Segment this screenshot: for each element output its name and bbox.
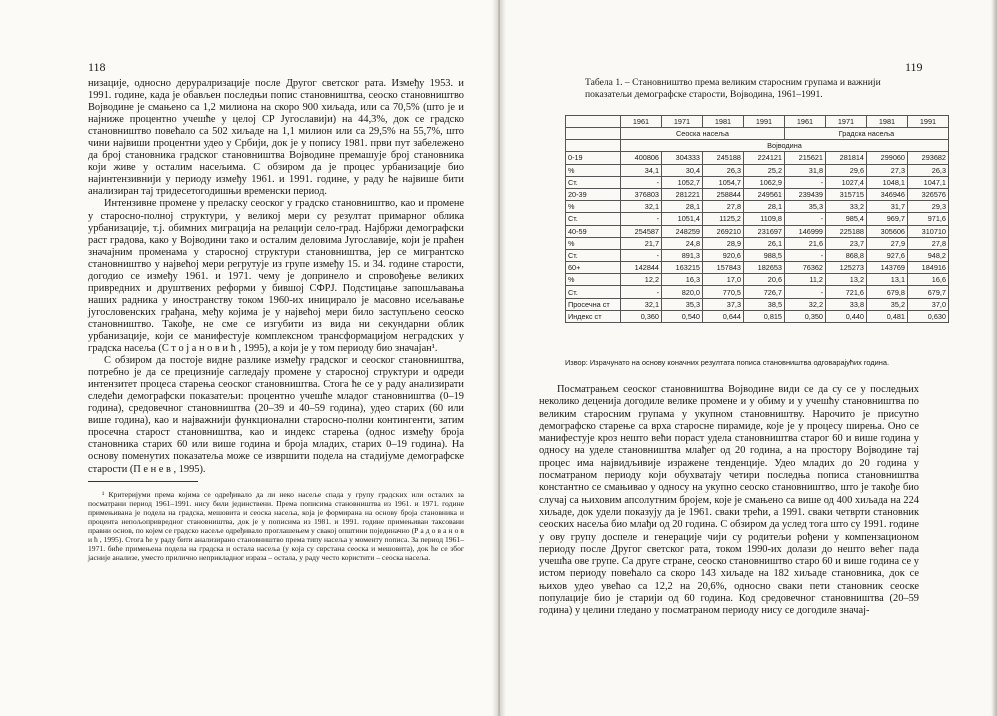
table-cell: 33,2 <box>826 201 867 213</box>
table-row <box>566 237 949 249</box>
table-row <box>566 188 949 200</box>
table-cell: 16,6 <box>908 274 949 286</box>
table-cell: 27,9 <box>867 237 908 249</box>
table-caption-text: Табела 1. – Становништво према великим старосним групама и важнији показатељи демографске старости, Војводина, 1961–1991. <box>585 77 881 100</box>
table-row <box>566 310 949 322</box>
table-cell: 1051,4 <box>662 213 703 225</box>
table-cell: 721,6 <box>826 286 867 298</box>
row-label: 60+ <box>566 262 621 274</box>
table-cell: 985,4 <box>826 213 867 225</box>
year-header: 1981 <box>703 116 744 128</box>
year-header: 1991 <box>908 116 949 128</box>
table-cell: 1109,8 <box>744 213 785 225</box>
table-cell: 293682 <box>908 152 949 164</box>
demographic-table <box>565 115 949 323</box>
table-cell: 125273 <box>826 262 867 274</box>
table-cell: - <box>621 249 662 261</box>
table-cell: 0,644 <box>703 310 744 322</box>
table-cell: 254587 <box>621 225 662 237</box>
year-header: 1961 <box>785 116 826 128</box>
table-cell: 770,5 <box>703 286 744 298</box>
table-row <box>566 213 949 225</box>
table-cell: 346946 <box>867 188 908 200</box>
table-cell: 0,350 <box>785 310 826 322</box>
year-header: 1961 <box>621 116 662 128</box>
table-caption <box>585 77 915 100</box>
group-header-urban: Градска насеља <box>785 128 949 140</box>
table-cell: 28,9 <box>703 237 744 249</box>
page-number-right: 119 <box>905 60 923 74</box>
table-cell: 21,6 <box>785 237 826 249</box>
table-row <box>566 152 949 164</box>
table-cell: 142844 <box>621 262 662 274</box>
table-cell: 1052,7 <box>662 176 703 188</box>
table-cell: 258844 <box>703 188 744 200</box>
table-row <box>566 176 949 188</box>
table-cell: 224121 <box>744 152 785 164</box>
table-cell: 969,7 <box>867 213 908 225</box>
table-row <box>566 249 949 261</box>
row-label: % <box>566 201 621 213</box>
page-number-left: 118 <box>88 60 106 74</box>
year-header: 1971 <box>826 116 867 128</box>
footnote-rule <box>88 481 198 482</box>
table-cell: 20,6 <box>744 274 785 286</box>
table-cell: - <box>621 176 662 188</box>
table-cell: 1047,1 <box>908 176 949 188</box>
row-label: Индекс ст <box>566 310 621 322</box>
table-cell: 28,1 <box>662 201 703 213</box>
table-cell: 0,360 <box>621 310 662 322</box>
table-cell: 988,5 <box>744 249 785 261</box>
table-cell: 281221 <box>662 188 703 200</box>
table-cell: 26,3 <box>908 164 949 176</box>
table-cell: 400806 <box>621 152 662 164</box>
table-cell: 971,6 <box>908 213 949 225</box>
table-cell: 35,3 <box>785 201 826 213</box>
table-row <box>566 262 949 274</box>
table-cell: 326576 <box>908 188 949 200</box>
table-cell: 27,8 <box>703 201 744 213</box>
table-cell: 245188 <box>703 152 744 164</box>
table-cell: 17,0 <box>703 274 744 286</box>
table-cell: 1054,7 <box>703 176 744 188</box>
table-cell: 32,2 <box>785 298 826 310</box>
table-cell: 13,2 <box>826 274 867 286</box>
table-cell: 32,1 <box>621 298 662 310</box>
table-cell: 29,6 <box>826 164 867 176</box>
row-label: 20-39 <box>566 188 621 200</box>
table-cell: 34,1 <box>621 164 662 176</box>
table-cell: 37,0 <box>908 298 949 310</box>
body-paragraph: низације, односно деруралризације после Другог светског рата. Између 1953. и 1991. године, када је обављен последњи попис становништва, сеоско становништво Војводине је смањено са 1,2 милиона на скоро 900 хиљада, или са 70,5% (што је и најниже процентно учешће у целој СР Југославији) на 44,3%, док се градско становништво повећало са 502 хиљаде на 1,1 милион или са 29,5% на 55,7%, што чини највиши процентни удео у Србији, док је у попису 1981. први пут забележено да број становника градског становништва Војводине премашује број становника који живе у осталим насељима. С обзиром да је процес урбанизације био најинтензивнији у периоду између 1961. и 1991. године, у раду ће највише бити анализиран тај тридесетогодишњи временски период. <box>88 78 464 198</box>
table-cell: 248259 <box>662 225 703 237</box>
table-cell: 27,8 <box>908 237 949 249</box>
table-cell: 920,6 <box>703 249 744 261</box>
table-cell: 1062,9 <box>744 176 785 188</box>
table-header-region <box>566 140 949 152</box>
row-label: Ст. <box>566 249 621 261</box>
table-cell: 33,8 <box>826 298 867 310</box>
row-label: % <box>566 274 621 286</box>
body-paragraph: Интензивне промене у преласку сеоског у градско становништво, као и промене у старосно-полној структури, у великој мери су резултат примарног облика урбанизације, т.ј. обимних миграција на релацији село-град. Најбржи демографски раст градова, како у Војводини тако и осталим деловима Југославије, који је праћен значајним променама у старосној структури становништва, јер се мигрантско становништво у највећој мери регрутује из групе између 15. и 34. године старости, догодио се између 1961. и 1971. чему је допринело и спровођење великих привредних и друштвених реформи у бившој СФРЈ. Подстицање запошљавања наших радника у иностранству током 1960-их иницирало је масовно исељавање југословенских грађана, међу којима је у највећој мери било заступљено сеоско становништво. Такође, не смe се изгубити из вида ни секундарни облик урбанизације, који се манифестује комплексном трансформацијом неградских у градска насеља (С т о ј а н о в и ћ , 1995), а који је у том периоду био значајан¹. <box>88 198 464 355</box>
left-body-text <box>88 78 464 562</box>
table-cell: 31,7 <box>867 201 908 213</box>
table-cell: 146999 <box>785 225 826 237</box>
table-cell: 948,2 <box>908 249 949 261</box>
table-header-groups <box>566 128 949 140</box>
body-paragraph: С обзиром да постоје видне разлике између градског и сеоског становништва, потребно је да се прецизније сагледају промене у старосној структури и одреди интензитет процеса старења сеоског становништва. Стога ће се у раду анализирати следећи демографски показатељи: процентно учешће младог становништва (0–19 година), средовечног становништва (20–39 и 40–59 година), удео старих (60 или више година), као и најважнији функционални старосно-полни контингенти, затим просечна старост становништва, као и индекс старења (однос између броја становника старих 60 или више година и броја младих, старих 0–19 година). На основу поменутих показатеља може се извршити подела на стадијуме демографске старости (П е н е в , 1995). <box>88 355 464 475</box>
table-cell: 35,3 <box>662 298 703 310</box>
table-cell: 26,3 <box>703 164 744 176</box>
table-cell: 24,8 <box>662 237 703 249</box>
table-cell: 891,3 <box>662 249 703 261</box>
table-cell: 1048,1 <box>867 176 908 188</box>
table-cell: - <box>785 176 826 188</box>
table-cell: 315715 <box>826 188 867 200</box>
left-page <box>0 0 498 716</box>
table-cell: 12,2 <box>621 274 662 286</box>
table-cell: 0,540 <box>662 310 703 322</box>
table-cell: 29,3 <box>908 201 949 213</box>
table-cell: 679,7 <box>908 286 949 298</box>
row-label: Ст. <box>566 286 621 298</box>
table-cell: 182653 <box>744 262 785 274</box>
table-cell: 25,2 <box>744 164 785 176</box>
table-cell: 0,630 <box>908 310 949 322</box>
table-cell: - <box>785 213 826 225</box>
table-cell: - <box>785 249 826 261</box>
table-row <box>566 274 949 286</box>
table-cell: 679,8 <box>867 286 908 298</box>
table-cell: 1027,4 <box>826 176 867 188</box>
table-cell: 16,3 <box>662 274 703 286</box>
region-header: Војводина <box>621 140 949 152</box>
table-cell: 76362 <box>785 262 826 274</box>
row-label: Ст. <box>566 213 621 225</box>
table-corner-cell <box>566 128 621 140</box>
table-cell: 28,1 <box>744 201 785 213</box>
row-label: % <box>566 164 621 176</box>
footnote-text: ¹ Критеријуми према којима се одређивало да ли неко насеље спада у групу градских или осталих за посматрани период 1961–1991. нису били јединствени. Према пописима становништва из 1961. и 1971. године примењивана је подела на градска, мешовита и сеоска насеља, која је формирана на основу броја становника и процента непољопривредног становништва, док је у пописима из 1981. и 1991. године примењиван таксовани правни основ, по којем се градско насеље одређивало проглашењем у свакој општини појединачно (Р а д о в а н о в и ћ , 1995). Стога ће у раду бити анализирано становништво према типу насеља у моменту пописа. За период 1961–1971. биће примењена подела на градска и остала насеља (у која су сврстана сеоска и мешовита), док ће се због јасније анализе, уместо прилично неприкладног израза – остала, у раду често користити – сеоска насеља. <box>88 489 464 562</box>
table-cell: - <box>621 213 662 225</box>
table-cell: 163215 <box>662 262 703 274</box>
row-label: % <box>566 237 621 249</box>
table-cell: 305606 <box>867 225 908 237</box>
table-cell: 0,815 <box>744 310 785 322</box>
table-cell: 310710 <box>908 225 949 237</box>
table-cell: 281814 <box>826 152 867 164</box>
table-cell: 21,7 <box>621 237 662 249</box>
footnote <box>88 490 464 562</box>
row-label: Ст. <box>566 176 621 188</box>
table-cell: 27,3 <box>867 164 908 176</box>
table-cell: 26,1 <box>744 237 785 249</box>
table-cell: 31,8 <box>785 164 826 176</box>
table-cell: 231697 <box>744 225 785 237</box>
table-cell: 35,2 <box>867 298 908 310</box>
table-row <box>566 298 949 310</box>
group-header-rural: Сеоска насеља <box>621 128 785 140</box>
table-cell: 1125,2 <box>703 213 744 225</box>
body-paragraph: Посматрањем сеоског становништва Војводине види се да су се у последњих неколико деценија догодиле велике промене и у обиму и у учешћу становништва по великим старосним групама у укупном становништву. Нарочито је присутно демографско старење са врха старосне пирамиде, које је у процесу ширења. Оно се манифестује кроз нешто већи пораст удела становништва старог 60 и више година у односу на уделе становништва млађег од 20 година, а на простору Војводине тај процес има највидљивије изражене тенденције. Удео младих до 20 година у посматраном периоду који обухватају четири последња пописа становништва константно се смањивао у односу на укупно сеоско становништво, што је такође био случај са њиховим апсолутним бројем, које је смањено са више од 400 хиљада на 224 хиљаде, док удели показују да је 1961. сваки трећи, а 1991. сваки четврти становник сеоских насеља био млађи од 20 година. С обзиром да услед тога што су 1991. године у ову групу доспеле и генерације чији су родитељи рођени у компензационом периоду после Другог светског рата, током 1990-их долази до нешто већег пада учешћа ове групе. Са друге стране, сеоско становништво старо 60 и више година се у истом периоду повећало са скоро 143 хиљаде на 182 хиљаде становника, док се њихов удео увећао са 12,2 на 20,6%, односно сваки пети становник сеоске популације био је старији од 60 година. Код средовечног становништва (20–59 година) у целини гледано у посматраном периоду нису се догодиле значај- <box>539 384 919 617</box>
table-cell: 820,0 <box>662 286 703 298</box>
table-cell: 32,1 <box>621 201 662 213</box>
table-cell: 269210 <box>703 225 744 237</box>
page-edge-shadow <box>991 0 997 716</box>
table-cell: 249561 <box>744 188 785 200</box>
right-body-text <box>539 384 919 618</box>
year-header: 1981 <box>867 116 908 128</box>
table-cell: 37,3 <box>703 298 744 310</box>
row-label: 40-59 <box>566 225 621 237</box>
table-header-years <box>566 116 949 128</box>
table-cell: 215621 <box>785 152 826 164</box>
table-row <box>566 225 949 237</box>
table-cell: 11,2 <box>785 274 826 286</box>
year-header: 1991 <box>744 116 785 128</box>
table-cell: - <box>785 286 826 298</box>
table-cell: 157843 <box>703 262 744 274</box>
table-row <box>566 164 949 176</box>
table-corner-cell <box>566 140 621 152</box>
table-corner-cell <box>566 116 621 128</box>
table-cell: 927,6 <box>867 249 908 261</box>
table-source-note: Извор: Израчунато на основу коначних резултата пописа становништва одговарајућих година. <box>565 358 890 367</box>
table-cell: 30,4 <box>662 164 703 176</box>
table-cell: - <box>621 286 662 298</box>
table-cell: 868,8 <box>826 249 867 261</box>
table-row <box>566 201 949 213</box>
table-cell: 239439 <box>785 188 826 200</box>
table-cell: 726,7 <box>744 286 785 298</box>
table-cell: 23,7 <box>826 237 867 249</box>
table-cell: 0,481 <box>867 310 908 322</box>
table-cell: 184916 <box>908 262 949 274</box>
table-cell: 38,5 <box>744 298 785 310</box>
table-wrapper <box>565 115 949 323</box>
row-label: Просечна ст <box>566 298 621 310</box>
table-cell: 13,1 <box>867 274 908 286</box>
table-cell: 376803 <box>621 188 662 200</box>
table-cell: 299060 <box>867 152 908 164</box>
row-label: 0-19 <box>566 152 621 164</box>
table-row <box>566 286 949 298</box>
book-gutter <box>492 0 506 716</box>
table-cell: 143769 <box>867 262 908 274</box>
table-cell: 304333 <box>662 152 703 164</box>
table-cell: 0,440 <box>826 310 867 322</box>
year-header: 1971 <box>662 116 703 128</box>
table-cell: 225188 <box>826 225 867 237</box>
